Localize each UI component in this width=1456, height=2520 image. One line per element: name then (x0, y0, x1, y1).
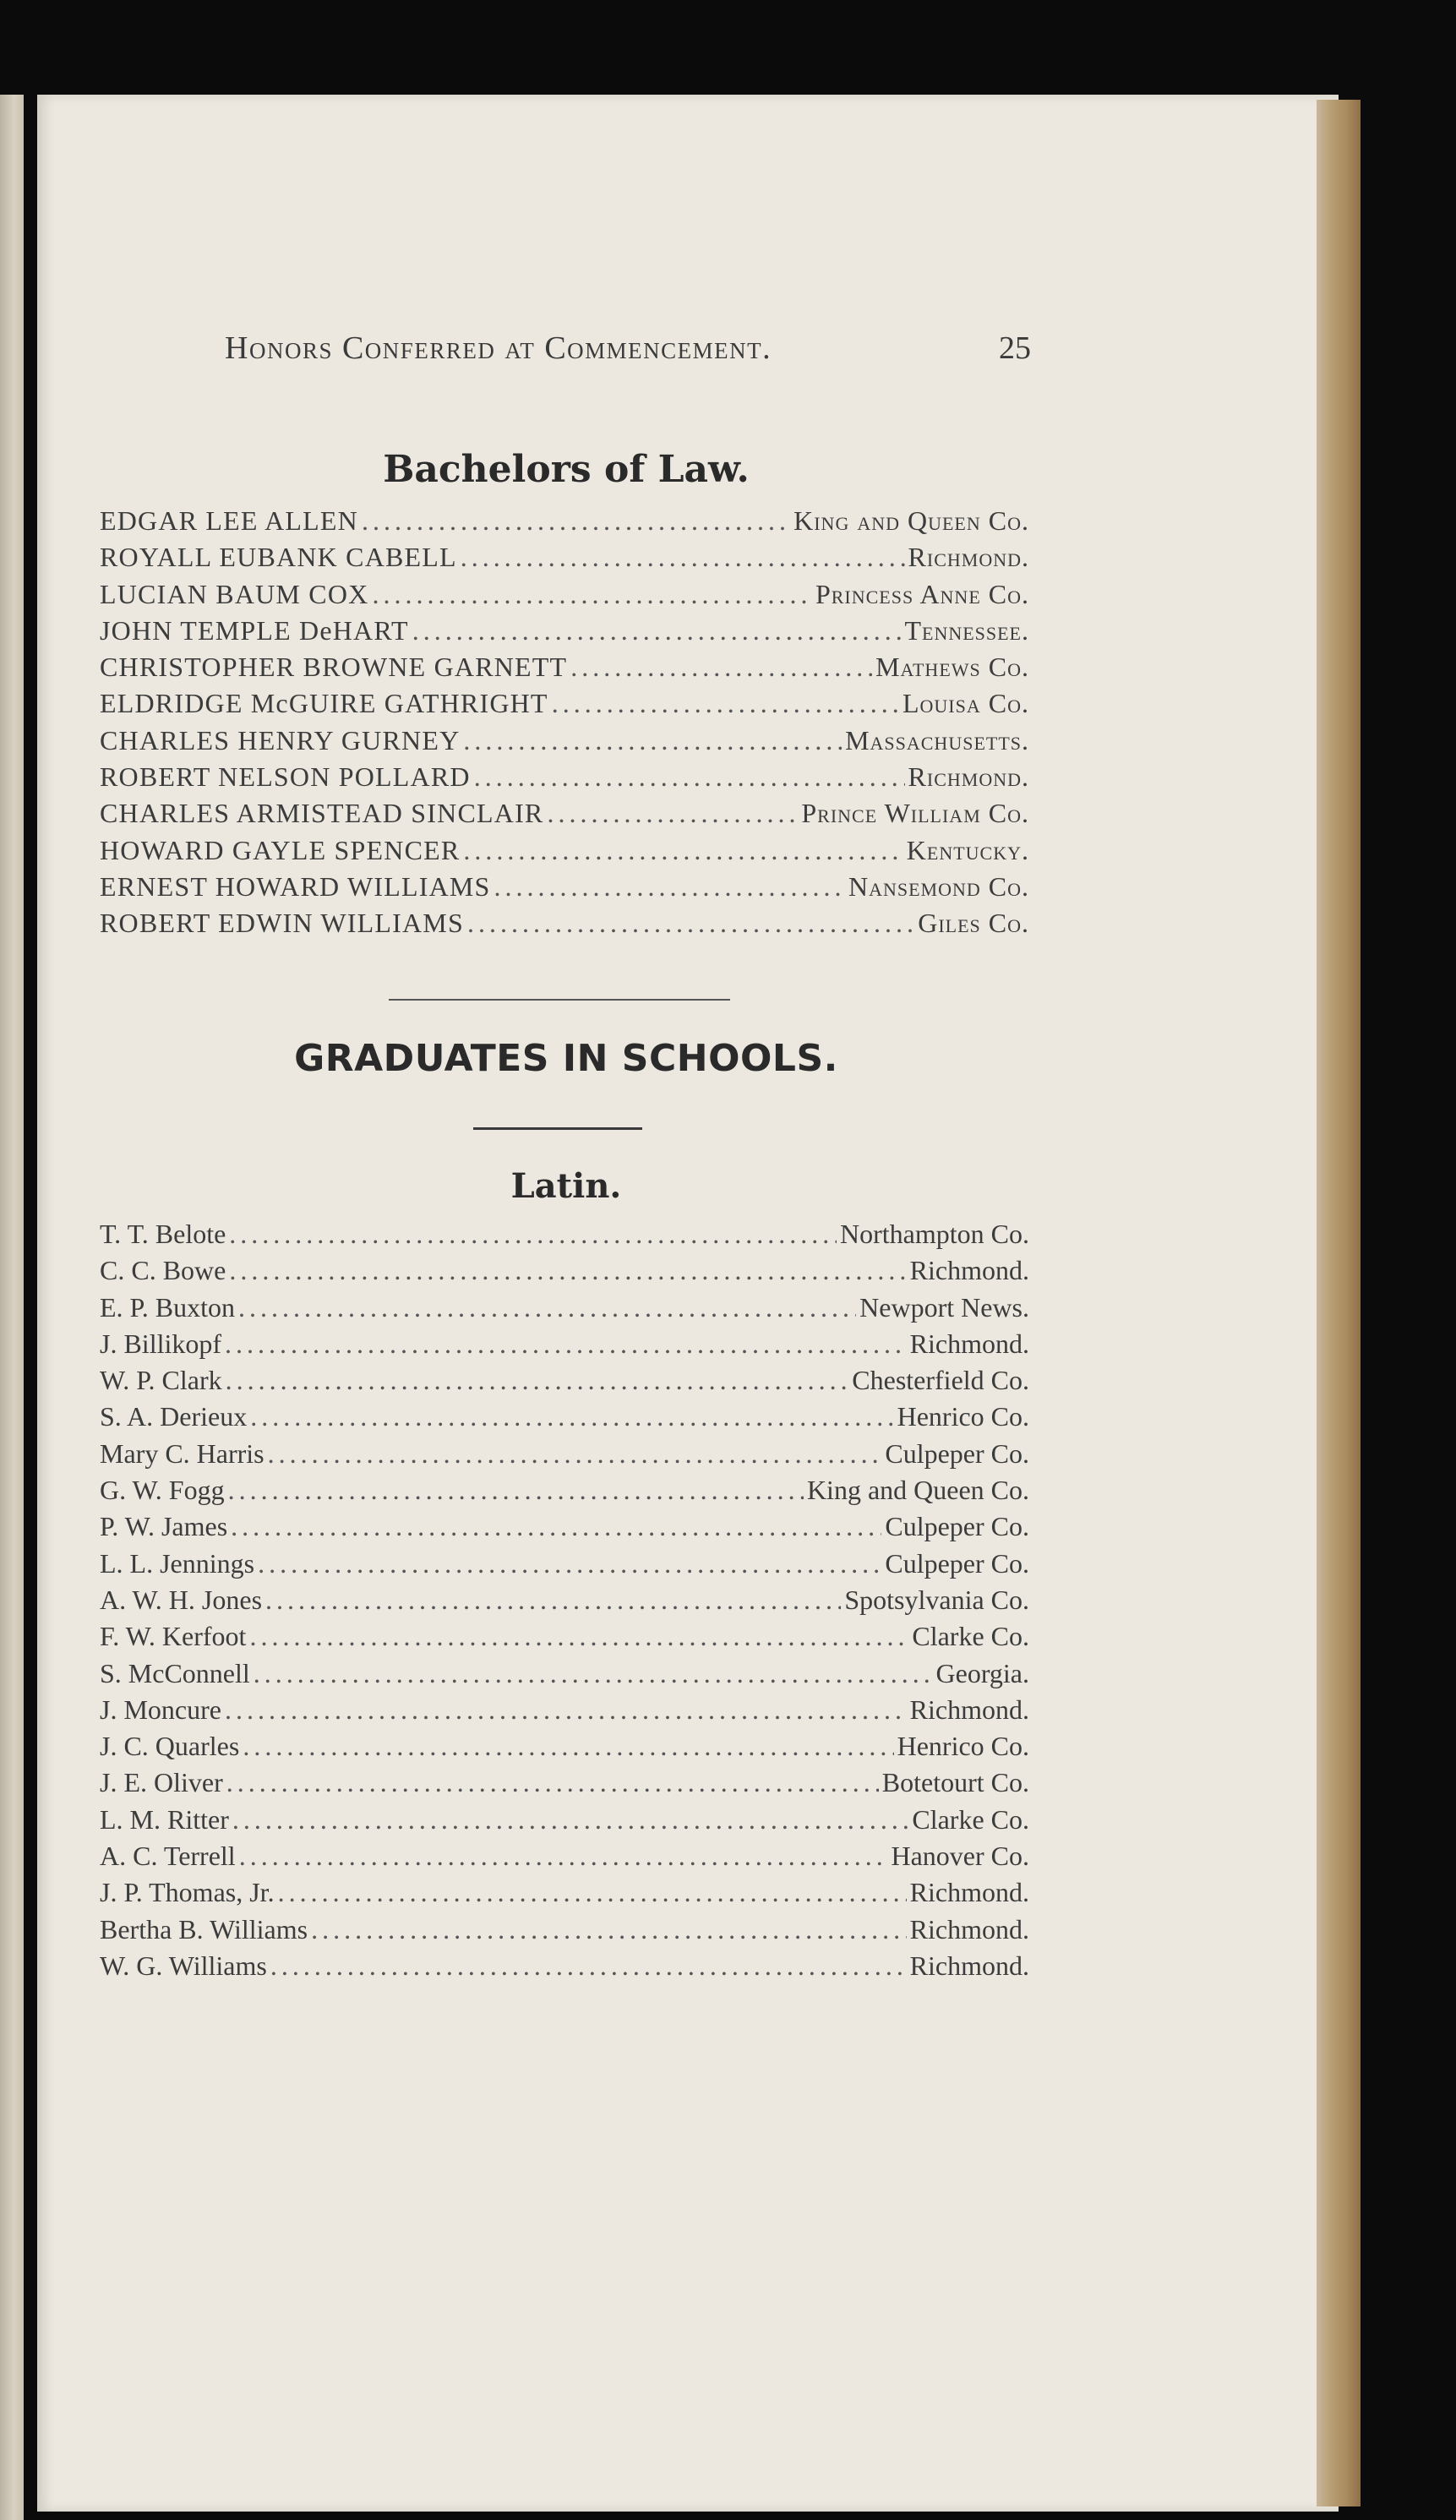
graduate-name: L. L. Jennings (100, 1547, 255, 1579)
graduate-place: Kentucky. (906, 834, 1029, 865)
dot-leader (228, 1475, 804, 1506)
list-item (100, 1767, 1029, 1803)
list-item (100, 908, 1029, 944)
dot-leader (258, 1548, 881, 1579)
list-item (100, 1585, 1029, 1621)
page-block-edge (1317, 100, 1361, 2506)
graduate-name: CHRISTOPHER BROWNE GARNETT (100, 652, 568, 683)
list-item (100, 1475, 1029, 1511)
graduate-place: Henrico Co. (897, 1731, 1029, 1762)
graduate-place: Richmond. (909, 1328, 1029, 1359)
list-item (100, 1877, 1029, 1913)
graduate-place: Richmond. (909, 1255, 1029, 1286)
graduate-name: W. P. Clark (100, 1365, 222, 1396)
graduate-place: King and Queen Co. (793, 505, 1029, 536)
dot-leader (239, 1841, 888, 1872)
list-item (100, 505, 1029, 542)
graduate-name: Mary C. Harris (100, 1437, 264, 1469)
graduate-place: Clarke Co. (912, 1803, 1029, 1835)
graduate-name: EDGAR LEE ALLEN (100, 505, 358, 536)
dot-leader (570, 652, 872, 683)
page-number: 25 (999, 330, 1031, 366)
graduate-name: ROBERT NELSON POLLARD (100, 761, 471, 793)
graduate-place: Tennessee. (904, 614, 1029, 646)
graduates-section-title: GRADUATES IN SCHOOLS. (294, 1037, 838, 1080)
heading-rule (473, 1127, 642, 1130)
graduate-place: Richmond. (909, 1950, 1029, 1981)
list-item (100, 1438, 1029, 1475)
dot-leader (231, 1511, 881, 1542)
list-item (100, 725, 1029, 761)
graduate-name: C. C. Bowe (100, 1255, 226, 1286)
dot-leader (278, 1877, 907, 1908)
list-item (100, 1365, 1029, 1401)
list-item (100, 1548, 1029, 1585)
graduate-place: Louisa Co. (902, 688, 1029, 719)
latin-graduates-list (100, 1219, 1029, 1987)
graduate-name: J. P. Thomas, Jr. (100, 1877, 275, 1908)
graduate-name: E. P. Buxton (100, 1291, 236, 1323)
dot-leader (547, 798, 798, 829)
graduate-name: J. E. Oliver (100, 1767, 223, 1798)
graduate-name: F. W. Kerfoot (100, 1621, 247, 1652)
list-item (100, 1621, 1029, 1657)
latin-section-title: Latin. (510, 1166, 622, 1206)
graduate-place: Nansemond Co. (848, 870, 1029, 902)
dot-leader (243, 1731, 893, 1762)
graduate-name: JOHN TEMPLE DeHART (100, 614, 409, 646)
graduate-name: J. Moncure (100, 1694, 221, 1725)
list-item (100, 835, 1029, 871)
dot-leader (268, 1438, 882, 1470)
dot-leader (250, 1401, 893, 1432)
graduate-place: Henrico Co. (897, 1401, 1029, 1432)
graduate-name: ROBERT EDWIN WILLIAMS (100, 908, 464, 939)
graduate-name: S. McConnell (100, 1657, 250, 1688)
section-divider (389, 999, 730, 1001)
dot-leader (372, 579, 811, 610)
graduate-place: Richmond. (909, 1694, 1029, 1725)
graduate-name: S. A. Derieux (100, 1401, 248, 1432)
law-section-title: Bachelors of Law. (383, 448, 750, 491)
list-item (100, 761, 1029, 798)
dot-leader (238, 1292, 856, 1323)
graduate-place: Newport News. (859, 1291, 1029, 1323)
list-item (100, 871, 1029, 908)
graduate-name: LUCIAN BAUM COX (100, 578, 369, 609)
graduate-name: ELDRIDGE McGUIRE GATHRIGHT (100, 688, 548, 719)
running-head-title: Honors Conferred at Commencement. (225, 330, 772, 366)
graduate-place: Culpeper Co. (885, 1511, 1029, 1542)
list-item (100, 1401, 1029, 1437)
dot-leader (552, 688, 899, 719)
graduate-name: A. W. H. Jones (100, 1584, 263, 1615)
graduate-place: Chesterfield Co. (852, 1365, 1029, 1396)
list-item (100, 1950, 1029, 1987)
list-item (100, 1658, 1029, 1694)
graduate-place: Richmond. (909, 1913, 1029, 1945)
dot-leader (225, 1328, 907, 1360)
running-head (225, 330, 1031, 372)
list-item (100, 652, 1029, 688)
dot-leader (463, 835, 903, 866)
graduate-place: Massachusetts. (845, 724, 1029, 755)
list-item (100, 1731, 1029, 1767)
graduate-place: Giles Co. (918, 908, 1029, 939)
dot-leader (229, 1219, 837, 1250)
graduate-place: Northampton Co. (840, 1219, 1029, 1249)
dot-leader (362, 505, 790, 537)
graduate-place: Culpeper Co. (885, 1547, 1029, 1579)
dot-leader (412, 615, 902, 646)
graduate-place: Clarke Co. (912, 1621, 1029, 1652)
list-item (100, 542, 1029, 578)
graduate-name: ERNEST HOWARD WILLIAMS (100, 870, 491, 902)
graduate-place: Culpeper Co. (885, 1437, 1029, 1469)
list-item (100, 798, 1029, 834)
graduate-place: Spotsylvania Co. (844, 1584, 1029, 1615)
graduate-place: Hanover Co. (891, 1841, 1029, 1872)
graduate-name: J. C. Quarles (100, 1731, 240, 1762)
graduate-name: L. M. Ritter (100, 1803, 229, 1835)
graduate-name: P. W. James (100, 1511, 228, 1542)
graduate-name: CHARLES ARMISTEAD SINCLAIR (100, 798, 544, 829)
dot-leader (494, 871, 845, 903)
list-item (100, 1219, 1029, 1255)
dot-leader (226, 1767, 879, 1798)
graduate-name: A. C. Terrell (100, 1841, 236, 1872)
list-item (100, 688, 1029, 724)
graduate-place: King and Queen Co. (806, 1475, 1029, 1506)
graduate-place: Richmond. (908, 761, 1029, 793)
list-item (100, 1328, 1029, 1365)
graduate-place: Richmond. (909, 1877, 1029, 1908)
graduate-name: W. G. Williams (100, 1950, 267, 1981)
dot-leader (265, 1585, 841, 1616)
dot-leader (467, 908, 914, 939)
list-item (100, 1292, 1029, 1328)
list-item (100, 1804, 1029, 1841)
dot-leader (474, 761, 905, 793)
dot-leader (226, 1365, 849, 1396)
dot-leader (232, 1804, 908, 1835)
list-item (100, 1914, 1029, 1950)
graduate-name: ROYALL EUBANK CABELL (100, 542, 457, 573)
list-item (100, 1841, 1029, 1877)
dot-leader (225, 1694, 907, 1726)
dot-leader (311, 1914, 907, 1945)
graduate-place: Richmond. (908, 542, 1029, 573)
dot-leader (463, 725, 842, 756)
graduate-name: G. W. Fogg (100, 1475, 225, 1506)
previous-page-edge (0, 95, 24, 2520)
graduate-place: Mathews Co. (875, 652, 1029, 683)
list-item (100, 615, 1029, 652)
graduate-name: Bertha B. Williams (100, 1913, 308, 1945)
dot-leader (270, 1950, 907, 1982)
graduate-place: Botetourt Co. (881, 1767, 1029, 1798)
graduate-place: Princess Anne Co. (815, 578, 1029, 609)
dot-leader (254, 1658, 933, 1689)
graduate-name: CHARLES HENRY GURNEY (100, 724, 461, 755)
law-graduates-list (100, 505, 1029, 945)
list-item (100, 1255, 1029, 1291)
dot-leader (249, 1621, 908, 1652)
list-item (100, 1511, 1029, 1547)
graduate-place: Prince William Co. (801, 798, 1029, 829)
graduate-name: HOWARD GAYLE SPENCER (100, 834, 461, 865)
graduate-place: Georgia. (935, 1657, 1029, 1688)
list-item (100, 1694, 1029, 1731)
dot-leader (229, 1255, 906, 1286)
dot-leader (461, 542, 905, 573)
graduate-name: J. Billikopf (100, 1328, 222, 1359)
graduate-name: T. T. Belote (100, 1219, 226, 1249)
list-item (100, 579, 1029, 615)
